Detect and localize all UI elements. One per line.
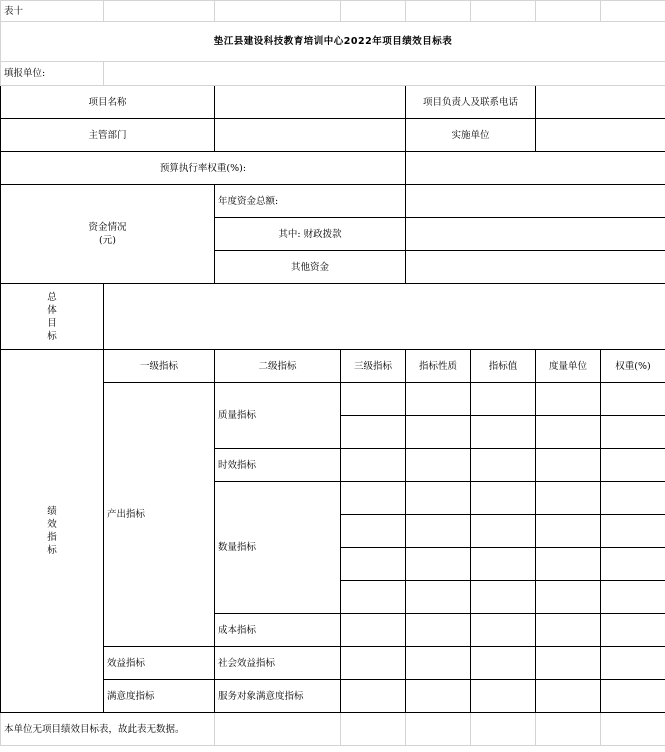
indicator-cell[interactable] — [471, 482, 536, 515]
indicator-cell[interactable] — [536, 548, 601, 581]
header-unit: 度量单位 — [536, 350, 601, 383]
page-title: 垫江县建设科技教育培训中心2022年项目绩效目标表 — [1, 22, 665, 62]
title-row — [1, 22, 665, 62]
indicator-cell[interactable] — [471, 416, 536, 449]
indicator-cell[interactable] — [471, 548, 536, 581]
indicator-cell[interactable] — [601, 449, 665, 482]
overall-goal-row — [1, 284, 665, 350]
sheet-number-row — [1, 1, 665, 22]
level2-quality: 质量指标 — [215, 383, 341, 449]
indicator-cell[interactable] — [406, 647, 471, 680]
indicator-cell[interactable] — [406, 449, 471, 482]
level2-service: 服务对象满意度指标 — [215, 680, 341, 713]
indicator-cell[interactable] — [536, 581, 601, 614]
indicator-cell[interactable] — [601, 581, 665, 614]
header-level3: 三级指标 — [341, 350, 406, 383]
indicator-cell[interactable] — [601, 515, 665, 548]
indicator-cell[interactable] — [406, 383, 471, 416]
indicator-cell[interactable] — [471, 581, 536, 614]
level2-cost: 成本指标 — [215, 614, 341, 647]
level2-quantity: 数量指标 — [215, 482, 341, 614]
perf-char: 指 — [47, 532, 57, 543]
indicator-cell[interactable] — [341, 581, 406, 614]
header-nature: 指标性质 — [406, 350, 471, 383]
department-value[interactable] — [215, 119, 406, 152]
indicator-cell[interactable] — [341, 416, 406, 449]
header-weight: 权重(%) — [601, 350, 665, 383]
indicator-cell[interactable] — [406, 680, 471, 713]
indicator-cell[interactable] — [601, 416, 665, 449]
indicator-cell[interactable] — [601, 548, 665, 581]
level2-timeliness: 时效指标 — [215, 449, 341, 482]
indicator-cell[interactable] — [471, 680, 536, 713]
budget-rate-row — [1, 152, 665, 185]
annual-total-value[interactable] — [406, 185, 665, 218]
fill-unit-value[interactable] — [104, 62, 665, 86]
annual-total-label: 年度资金总额: — [215, 185, 406, 218]
indicator-cell[interactable] — [341, 482, 406, 515]
indicator-cell[interactable] — [341, 383, 406, 416]
perf-char: 绩 — [47, 506, 57, 517]
perf-char: 标 — [47, 545, 57, 556]
indicator-cell[interactable] — [601, 482, 665, 515]
indicator-cell[interactable] — [406, 416, 471, 449]
funds-label-line2: (元) — [99, 235, 116, 246]
funds-label — [1, 185, 215, 284]
footer-note: 本单位无项目绩效目标表，故此表无数据。 — [1, 713, 215, 746]
indicator-cell[interactable] — [536, 515, 601, 548]
indicator-cell[interactable] — [601, 614, 665, 647]
indicator-cell[interactable] — [601, 647, 665, 680]
perf-char: 效 — [47, 519, 57, 530]
overall-goal-value[interactable] — [104, 284, 665, 350]
project-name-label: 项目名称 — [1, 86, 215, 119]
impl-unit-value[interactable] — [536, 119, 665, 152]
sheet-number: 表十 — [1, 1, 104, 22]
indicator-cell[interactable] — [406, 515, 471, 548]
overall-goal-label — [1, 284, 104, 350]
indicator-cell[interactable] — [536, 449, 601, 482]
performance-indicator-label — [1, 350, 104, 713]
department-label: 主管部门 — [1, 119, 215, 152]
fiscal-value[interactable] — [406, 218, 665, 251]
indicator-cell[interactable] — [536, 383, 601, 416]
indicator-cell[interactable] — [406, 614, 471, 647]
indicator-cell[interactable] — [341, 647, 406, 680]
indicator-cell[interactable] — [406, 482, 471, 515]
indicator-cell[interactable] — [471, 614, 536, 647]
level1-benefit: 效益指标 — [104, 647, 215, 680]
indicator-cell[interactable] — [536, 647, 601, 680]
indicator-cell[interactable] — [536, 482, 601, 515]
header-level1: 一级指标 — [104, 350, 215, 383]
indicator-cell[interactable] — [341, 515, 406, 548]
budget-rate-value[interactable] — [406, 152, 665, 185]
overall-goal-char: 总 — [47, 291, 57, 303]
overall-goal-char: 体 — [47, 304, 57, 316]
header-level2: 二级指标 — [215, 350, 341, 383]
indicator-cell[interactable] — [536, 614, 601, 647]
level2-social: 社会效益指标 — [215, 647, 341, 680]
other-funds-value[interactable] — [406, 251, 665, 284]
indicator-cell[interactable] — [341, 614, 406, 647]
fill-unit-label: 填报单位: — [1, 62, 104, 86]
budget-rate-label: 预算执行率权重(%): — [1, 152, 406, 185]
indicator-cell[interactable] — [601, 383, 665, 416]
department-row — [1, 119, 665, 152]
funds-row-total — [1, 185, 665, 218]
indicator-header-row — [1, 350, 665, 383]
indicator-cell[interactable] — [406, 548, 471, 581]
indicator-cell[interactable] — [471, 383, 536, 416]
fiscal-label: 其中: 财政拨款 — [215, 218, 406, 251]
indicator-cell[interactable] — [341, 680, 406, 713]
indicator-cell[interactable] — [406, 581, 471, 614]
indicator-cell[interactable] — [471, 647, 536, 680]
fill-unit-row — [1, 62, 665, 86]
indicator-cell[interactable] — [536, 416, 601, 449]
indicator-cell[interactable] — [536, 680, 601, 713]
other-funds-label: 其他资金 — [215, 251, 406, 284]
project-contact-value[interactable] — [536, 86, 665, 119]
project-contact-label: 项目负责人及联系电话 — [406, 86, 536, 119]
header-value: 指标值 — [471, 350, 536, 383]
level1-output: 产出指标 — [104, 383, 215, 647]
funds-label-line1: 资金情况 — [88, 222, 127, 233]
indicator-cell[interactable] — [471, 515, 536, 548]
impl-unit-label: 实施单位 — [406, 119, 536, 152]
project-name-row — [1, 86, 665, 119]
project-name-value[interactable] — [215, 86, 406, 119]
indicator-cell[interactable] — [471, 449, 536, 482]
level1-satisfaction: 满意度指标 — [104, 680, 215, 713]
footer-row — [1, 713, 665, 746]
indicator-cell[interactable] — [601, 680, 665, 713]
overall-goal-char: 目 — [47, 317, 57, 329]
overall-goal-char: 标 — [47, 330, 57, 342]
indicator-cell[interactable] — [341, 548, 406, 581]
indicator-cell[interactable] — [341, 449, 406, 482]
